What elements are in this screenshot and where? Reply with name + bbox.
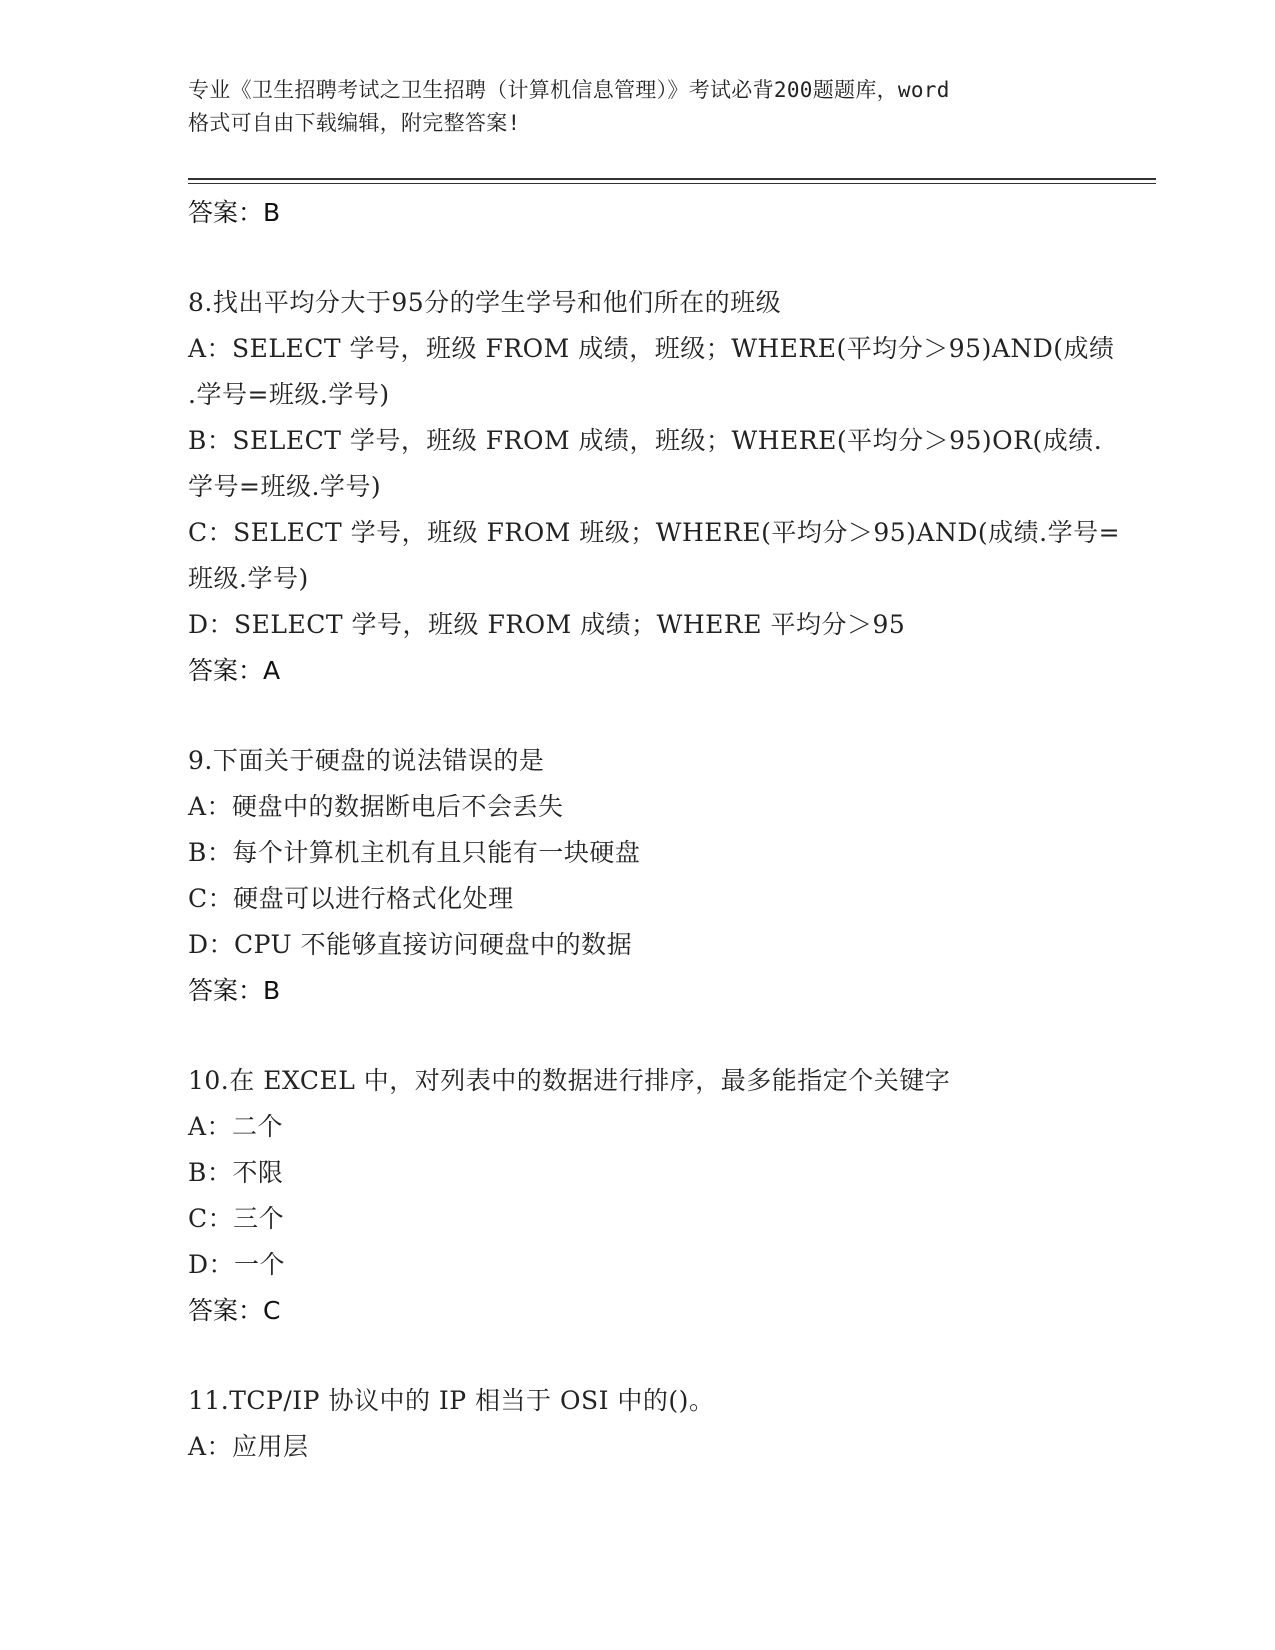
spacer — [188, 1334, 1088, 1378]
answer-line: 答案：B — [188, 976, 281, 1005]
option-b: B：不限 — [188, 1158, 284, 1187]
option-b: B：SELECT 学号，班级 FROM 成绩，班级；WHERE(平均分＞95)OR(成绩. — [188, 426, 1103, 455]
option-d: D：SELECT 学号，班级 FROM 成绩；WHERE 平均分＞95 — [188, 610, 906, 639]
answer-line: 答案：B — [188, 198, 281, 227]
spacer — [188, 236, 1088, 280]
document-header — [188, 74, 1088, 140]
question-title: 10.在 EXCEL 中，对列表中的数据进行排序，最多能指定个关键字 — [188, 1066, 951, 1095]
header-line-1: 专业《卫生招聘考试之卫生招聘（计算机信息管理）》考试必背200题题库，word — [188, 78, 950, 102]
option-c-continued: 班级.学号) — [188, 564, 309, 593]
question-11 — [188, 1378, 1088, 1470]
option-c: C：三个 — [188, 1204, 285, 1233]
question-9 — [188, 738, 1088, 1014]
header-divider — [188, 178, 1156, 184]
option-d: D：一个 — [188, 1250, 286, 1279]
question-8 — [188, 280, 1121, 694]
question-title: 11.TCP/IP 协议中的 IP 相当于 OSI 中的()。 — [188, 1386, 715, 1415]
answer-line: 答案：C — [188, 1296, 281, 1325]
spacer — [188, 694, 1088, 738]
option-b: B：每个计算机主机有且只能有一块硬盘 — [188, 838, 641, 867]
question-title: 8.找出平均分大于95分的学生学号和他们所在的班级 — [188, 288, 782, 317]
option-a: A：二个 — [188, 1112, 284, 1141]
option-c: C：硬盘可以进行格式化处理 — [188, 884, 514, 913]
option-a: A：SELECT 学号，班级 FROM 成绩，班级；WHERE(平均分＞95)AND(成绩 — [188, 334, 1115, 363]
spacer — [188, 1014, 1088, 1058]
answer-line: 答案：A — [188, 656, 281, 685]
option-d: D：CPU 不能够直接访问硬盘中的数据 — [188, 930, 633, 959]
question-10 — [188, 1058, 1088, 1334]
option-a: A：硬盘中的数据断电后不会丢失 — [188, 792, 564, 821]
question-title: 9.下面关于硬盘的说法错误的是 — [188, 746, 545, 775]
option-c: C：SELECT 学号，班级 FROM 班级；WHERE(平均分＞95)AND(成绩.学号= — [188, 518, 1121, 547]
header-line-2: 格式可自由下载编辑，附完整答案! — [188, 111, 521, 135]
option-b-continued: 学号=班级.学号) — [188, 472, 382, 501]
option-a: A：应用层 — [188, 1432, 309, 1461]
option-a-continued: .学号=班级.学号) — [188, 380, 390, 409]
question-list — [188, 190, 1121, 1470]
